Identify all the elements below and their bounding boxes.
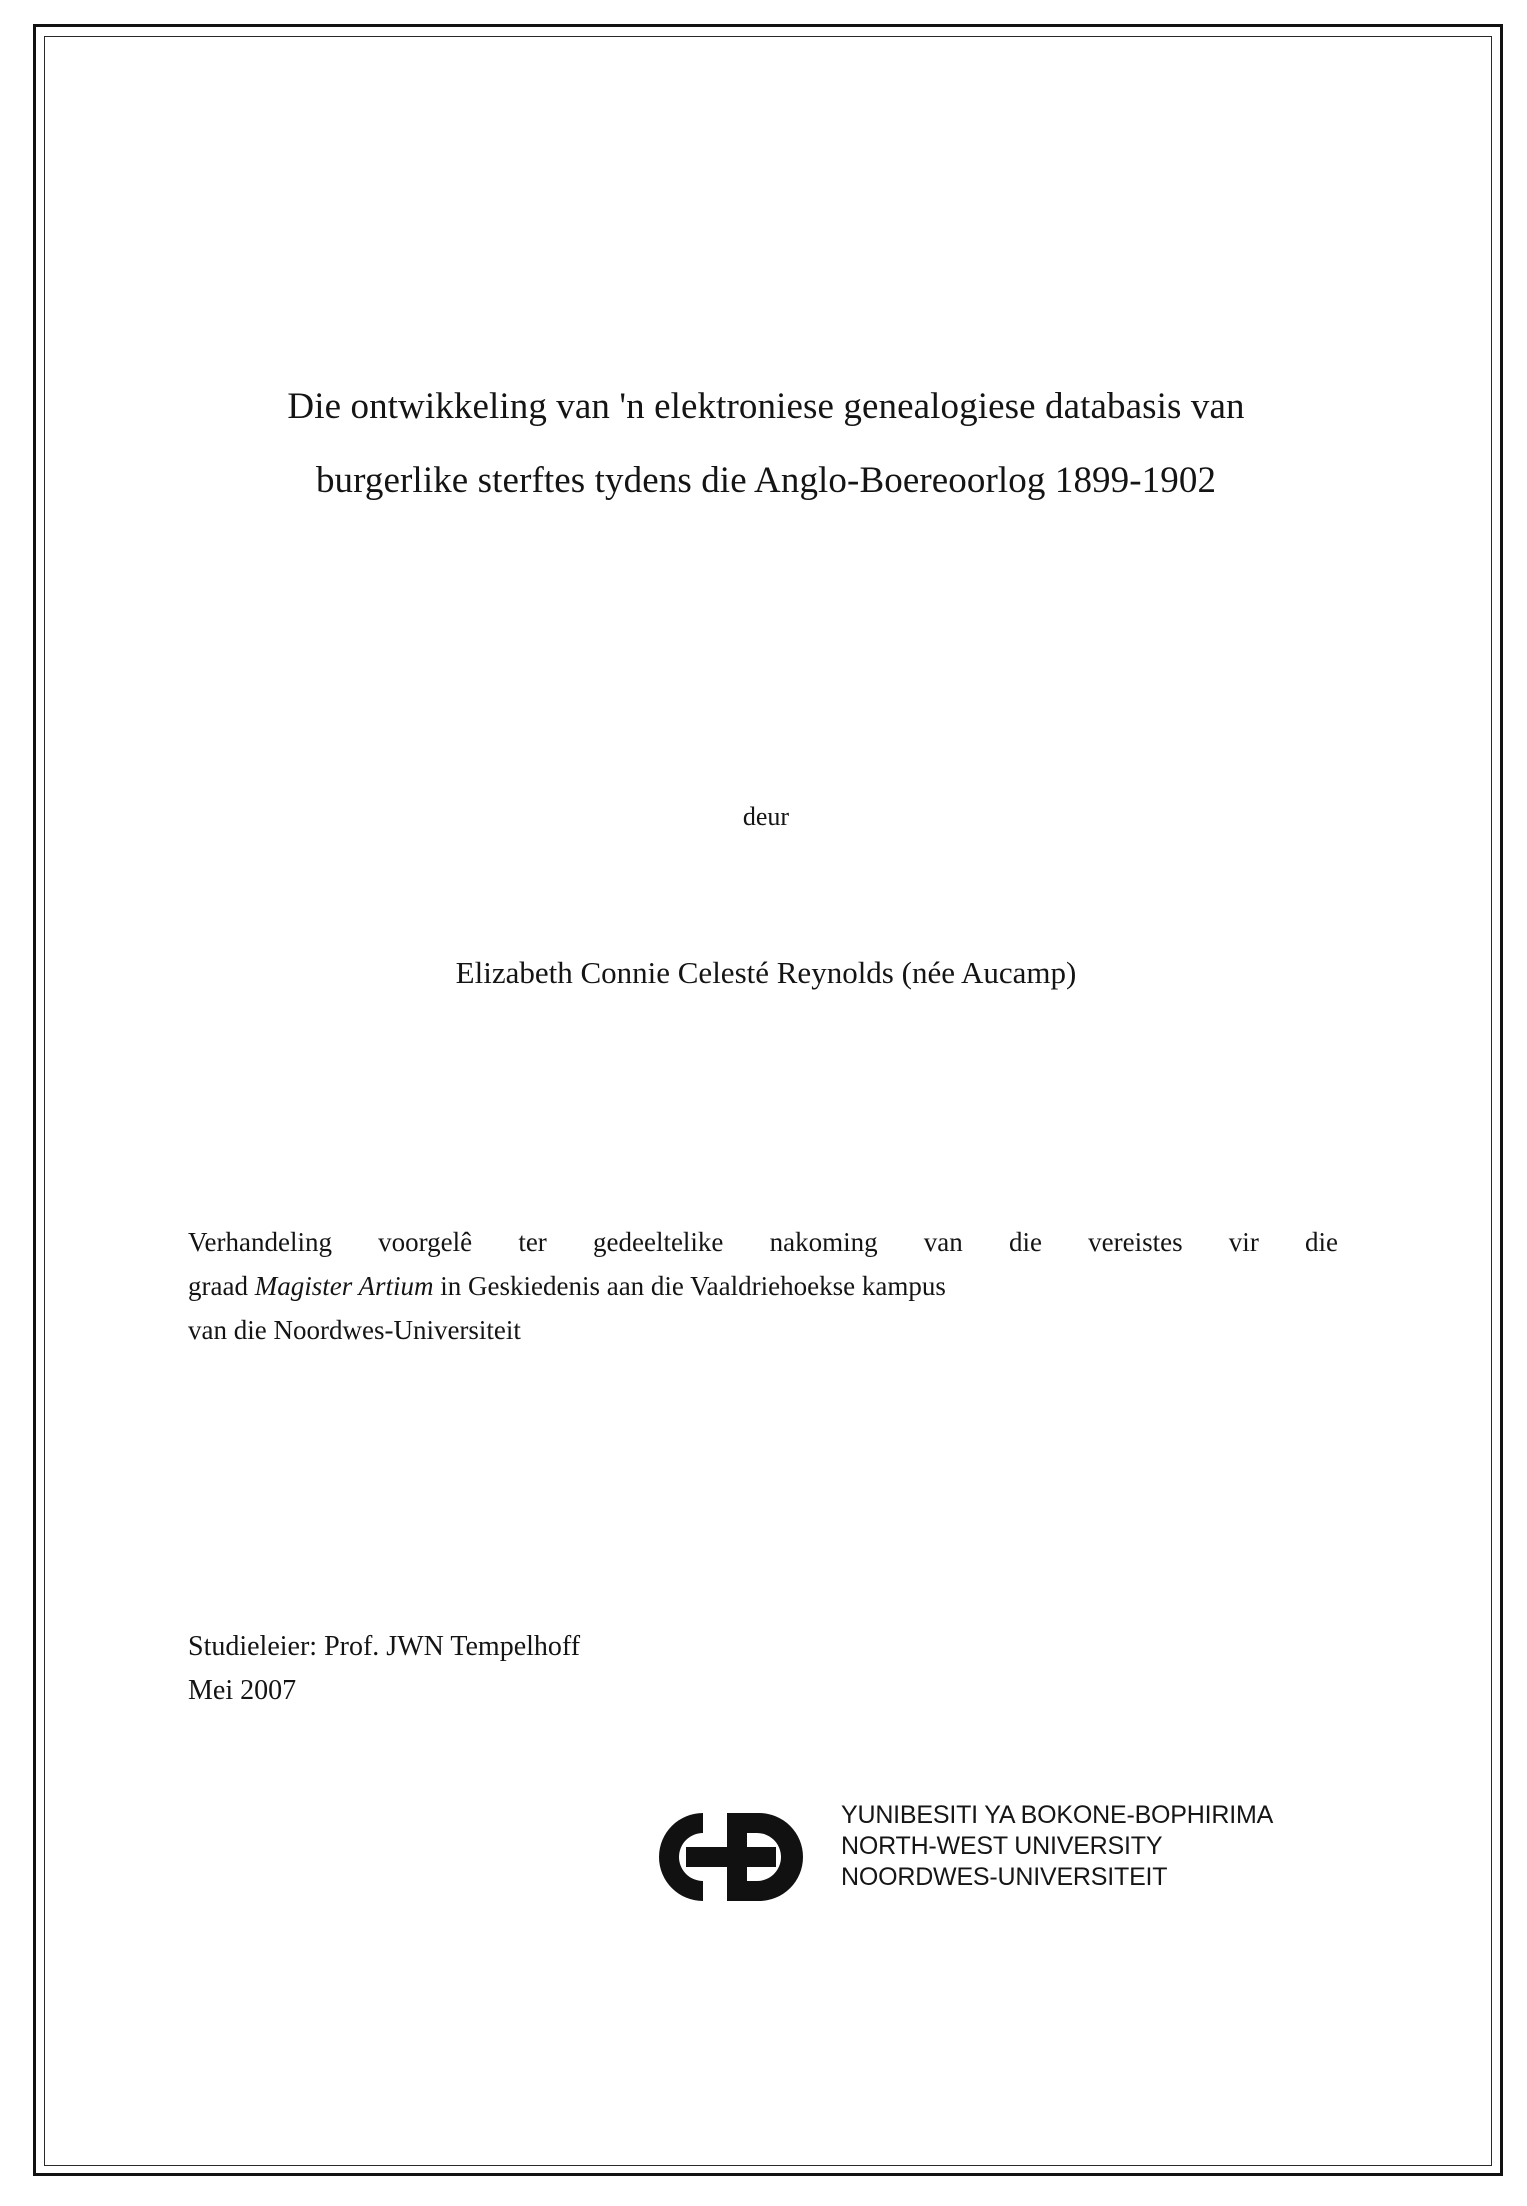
author-name: Elizabeth Connie Celesté Reynolds (née Aucamp) bbox=[455, 955, 1077, 990]
statement-line-2-pre: graad bbox=[188, 1271, 255, 1301]
degree-statement bbox=[188, 1220, 1338, 1352]
logo-text-line-1: YUNIBESITI YA BOKONE-BOPHIRIMA bbox=[841, 1801, 1274, 1829]
by-label: deur bbox=[742, 802, 790, 831]
page-title bbox=[186, 370, 1346, 518]
supervisor-block bbox=[188, 1625, 1188, 1713]
university-logo-text bbox=[841, 1800, 1274, 1893]
logo-text-line-2: NORTH-WEST UNIVERSITY bbox=[841, 1832, 1163, 1860]
nwu-logo-mark-icon bbox=[641, 1803, 831, 1911]
statement-line-2 bbox=[188, 1264, 1338, 1308]
date-line: Mei 2007 bbox=[188, 1675, 297, 1706]
statement-line-2-post: in Geskiedenis aan die Vaaldriehoekse kampus bbox=[433, 1271, 946, 1301]
supervisor-line: Studieleier: Prof. JWN Tempelhoff bbox=[188, 1631, 581, 1662]
page-content bbox=[186, 0, 1346, 2206]
title-line-1: Die ontwikkeling van 'n elektroniese genealogiese databasis van bbox=[287, 386, 1245, 427]
university-logo bbox=[641, 1795, 1274, 1925]
title-line-2: burgerlike sterftes tydens die Anglo-Boereoorlog 1899-1902 bbox=[315, 460, 1217, 501]
degree-name: Magister Artium bbox=[254, 1271, 434, 1301]
statement-line-1: Verhandeling voorgelê ter gedeeltelike nakoming van die vereistes vir die bbox=[188, 1227, 1338, 1257]
statement-line-3: van die Noordwes-Universiteit bbox=[188, 1315, 521, 1345]
logo-text-line-3: NOORDWES-UNIVERSITEIT bbox=[841, 1863, 1168, 1891]
